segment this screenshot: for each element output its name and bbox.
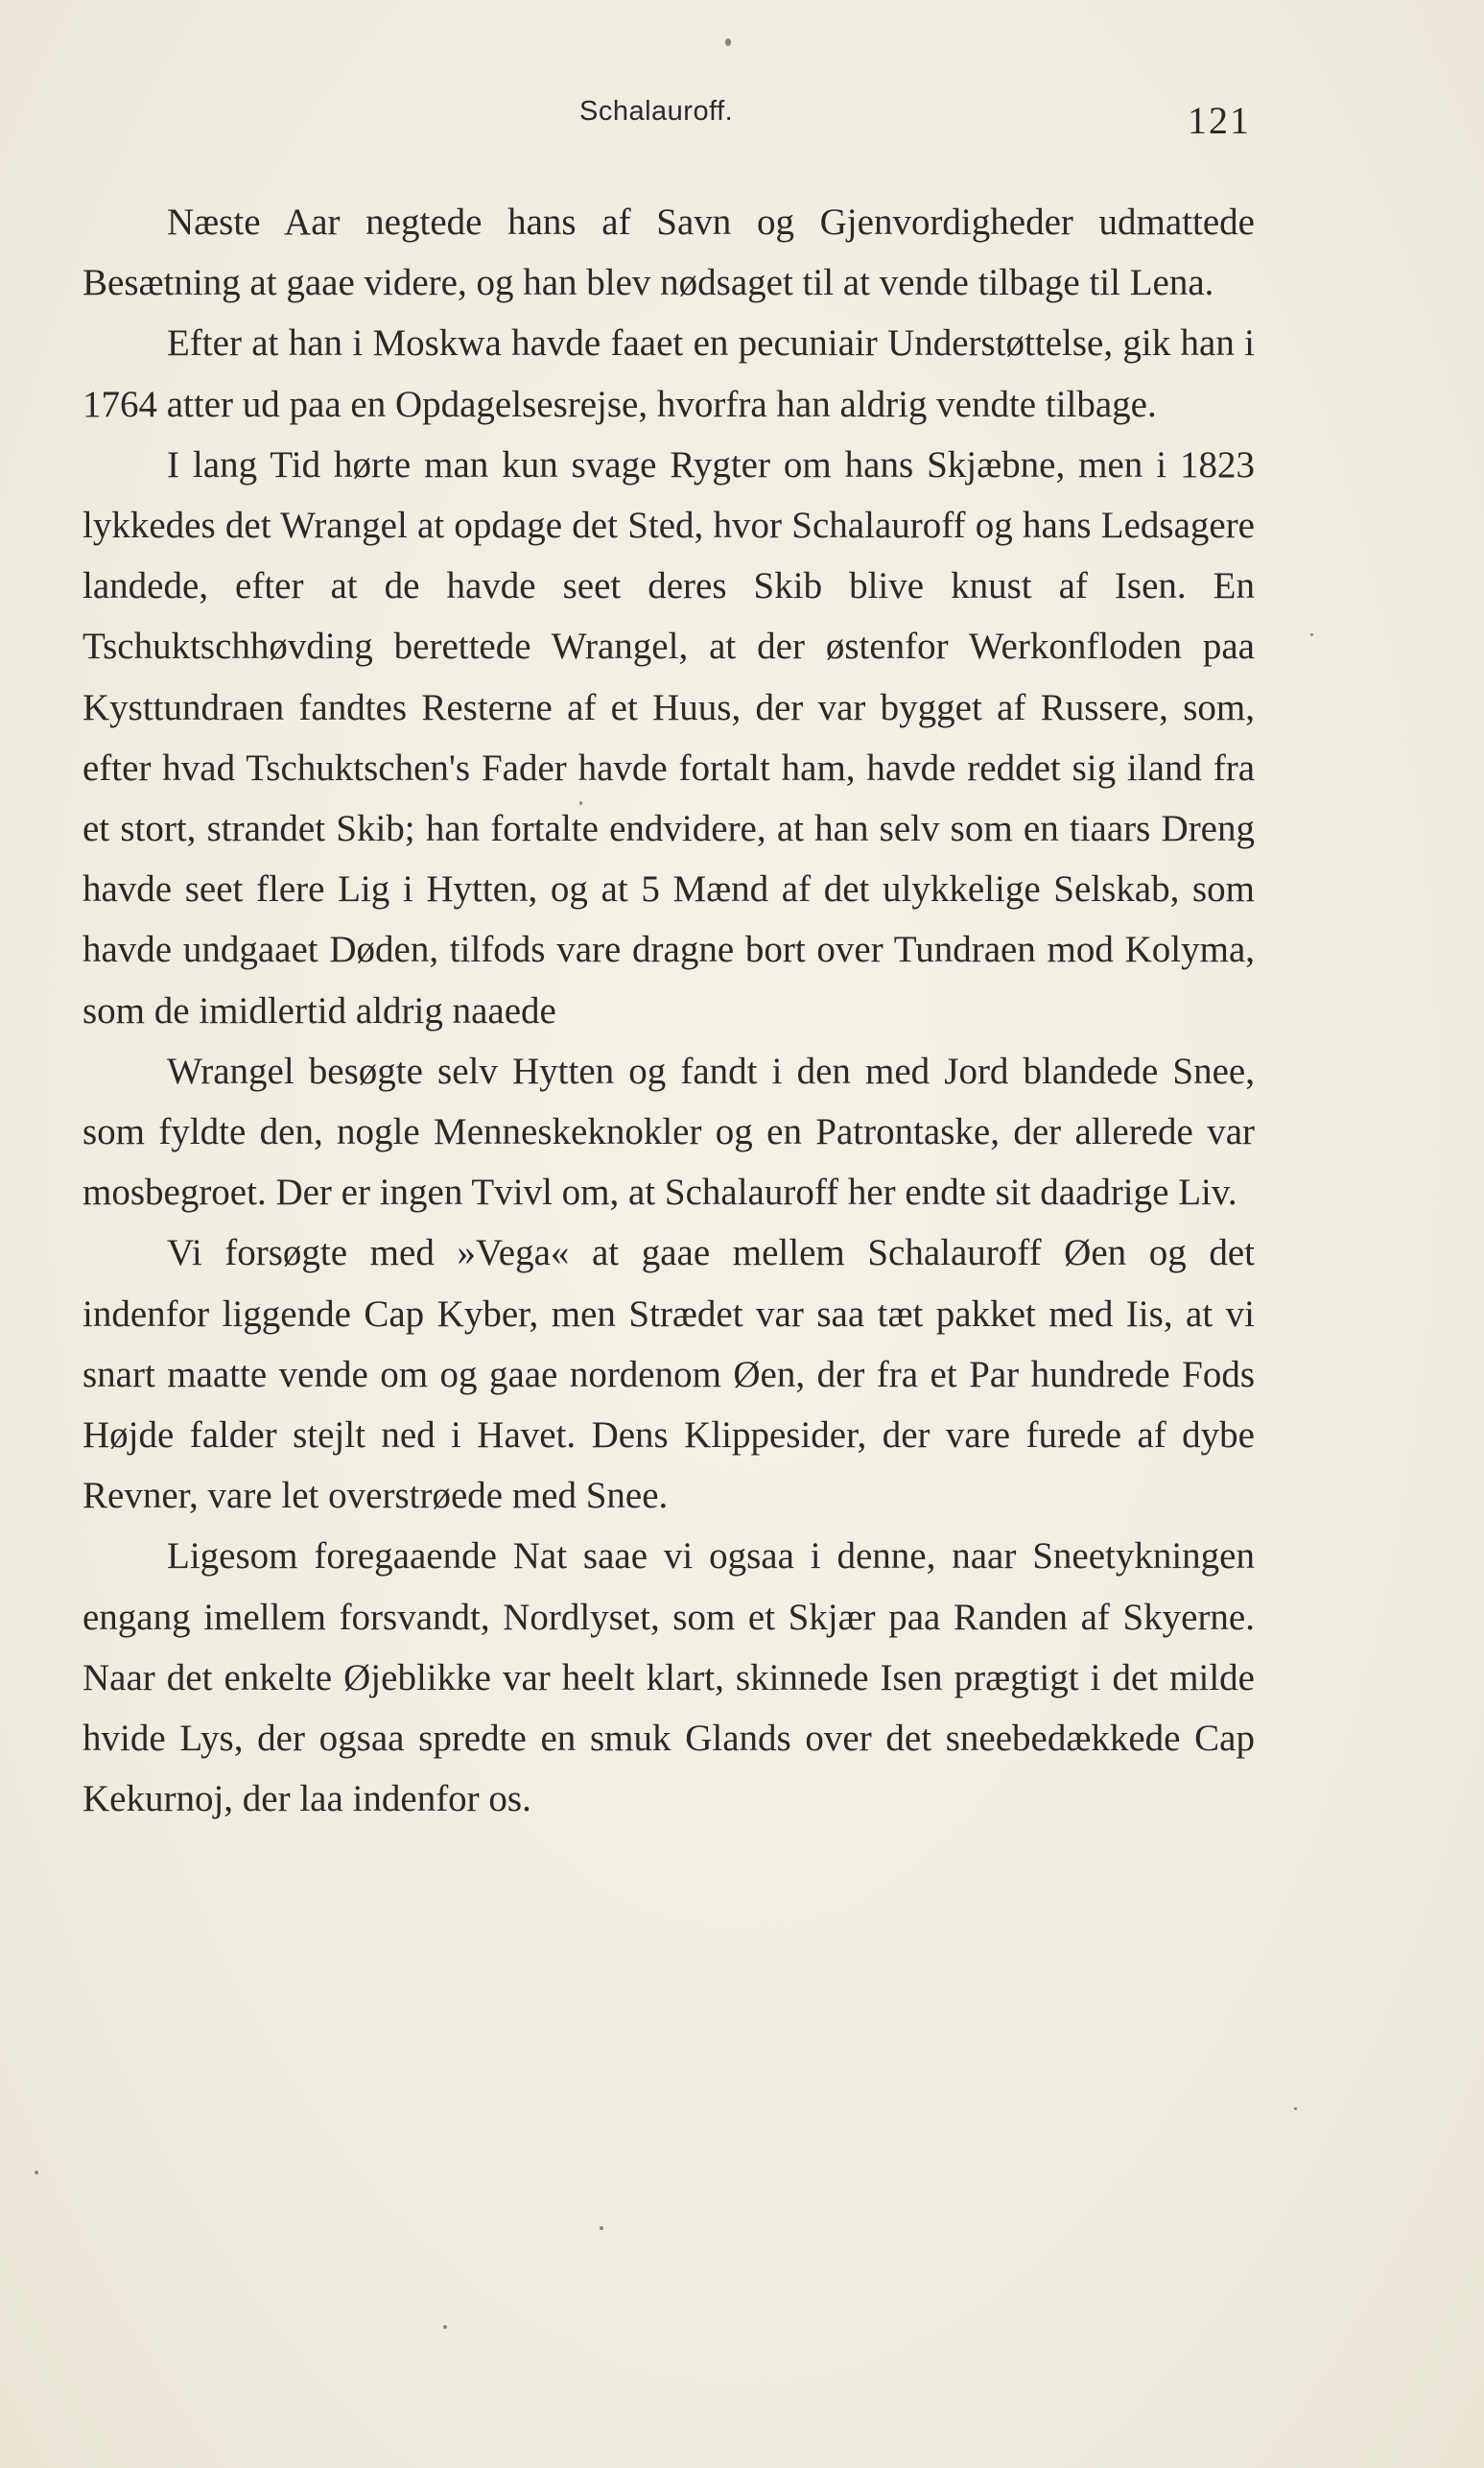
paper-speck: [1310, 633, 1313, 636]
paper-speck: [35, 2171, 38, 2174]
paragraph: Vi forsøgte med »Vega« at gaae mellem Schalauroff Øen og det indenfor liggende Cap Kyber, men Strædet var saa tæt pakket med Iis, at vi snart maatte vende om og gaae nordenom Øen, der fra et Par hundrede Fods Højde falder stejlt ned i Havet. Dens Klippesider, der vare furede af dybe Revner, vare let overstrøede med Snee.: [82, 1232, 1255, 1517]
paper-speck: [725, 38, 731, 46]
paper-speck: [443, 2325, 447, 2329]
paragraph: Næste Aar negtede hans af Savn og Gjenvordigheder udmattede Besætning at gaae videre, og han blev nødsaget til at vende tilbage til Lena.: [82, 202, 1255, 304]
paragraph: I lang Tid hørte man kun svage Rygter om hans Skjæbne, men i 1823 lykkedes det Wrangel at opdage det Sted, hvor Schalauroff og hans Ledsagere landede, efter at de havde seet deres Skib blive knust af Isen. En Tschuktschhøvding berettede Wrangel, at der østenfor Werkonfloden paa Kysttundraen fandtes Resterne af et Huus, der var bygget af Russere, som, efter hvad Tschuktschen's Fader havde fortalt ham, havde reddet sig iland fra et stort, strandet Skib; han fortalte endvidere, at han selv som en tiaars Dreng havde seet flere Lig i Hytten, og at 5 Mænd af det ulykkelige Selskab, som havde undgaaet Døden, tilfods vare dragne bort over Tundraen mod Kolyma, som de imidlertid aldrig naaede: [82, 443, 1255, 1032]
paper-speck: [600, 2226, 603, 2230]
body-text: [82, 192, 1255, 1829]
paragraph: Efter at han i Moskwa havde faaet en pecuniair Understøttelse, gik han i 1764 atter ud paa en Opdagelsesrejse, hvorfra han aldrig vendte tilbage.: [82, 322, 1255, 425]
page-number: 121: [1188, 99, 1251, 142]
page-header: [0, 96, 1484, 154]
paper-speck: [579, 801, 582, 805]
paragraph: Wrangel besøgte selv Hytten og fandt i den med Jord blandede Snee, som fyldte den, nogle Menneskeknokler og en Patrontaske, der allerede var mosbegroet. Der er ingen Tvivl om, at Schalauroff her endte sit daadrige Liv.: [82, 1050, 1255, 1214]
paragraph: Ligesom foregaaende Nat saae vi ogsaa i denne, naar Sneetykningen engang imellem forsvandt, Nordlyset, som et Skjær paa Randen af Skyerne. Naar det enkelte Øjeblikke var heelt klart, skinnede Isen prægtigt i det milde hvide Lys, der ogsaa spredte en smuk Glands over det sneebedækkede Cap Kekurnoj, der laa indenfor os.: [82, 1535, 1255, 1820]
paper-speck: [1294, 2107, 1297, 2110]
running-title: Schalauroff.: [579, 96, 734, 127]
